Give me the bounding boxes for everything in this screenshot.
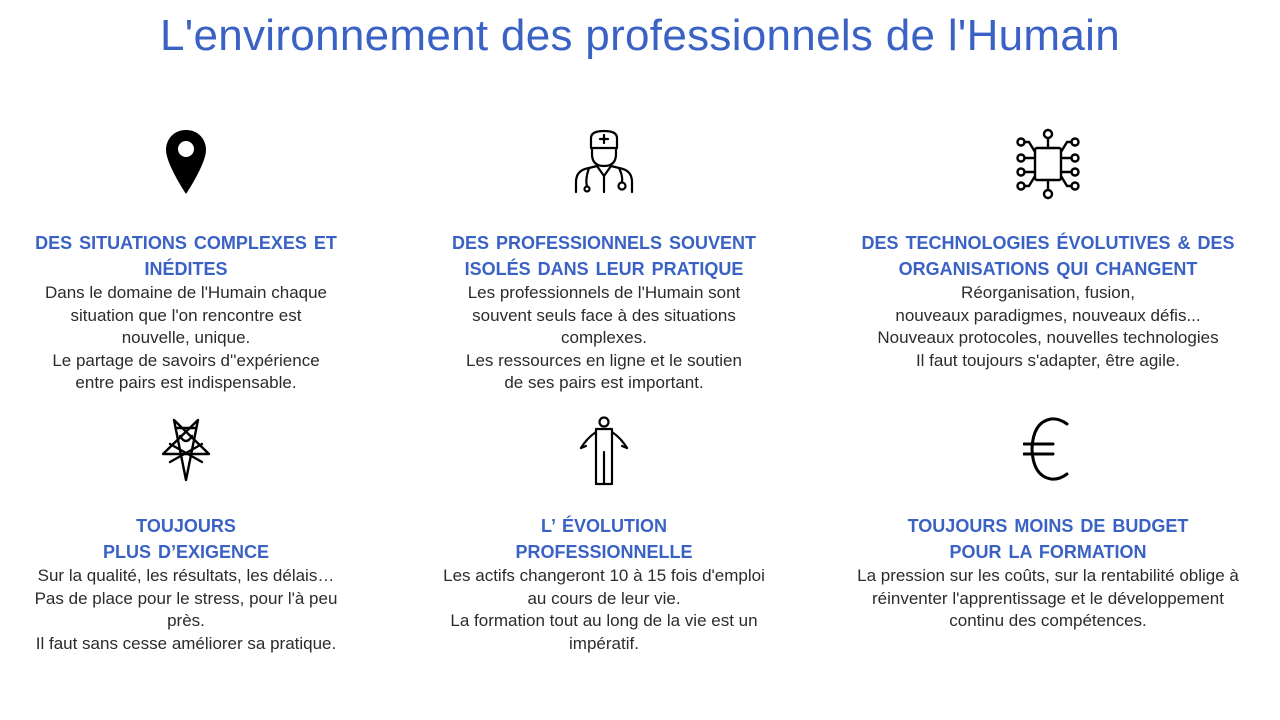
- card-heading: DES SITUATIONS COMPLEXES ET INÉDITES: [35, 233, 337, 279]
- card-heading: DES PROFESSIONNELS SOUVENT ISOLÉS DANS LEUR PRATIQUE: [451, 233, 757, 279]
- card-line: impératif.: [569, 633, 639, 653]
- card-line: Il faut sans cesse améliorer sa pratique.: [35, 633, 337, 653]
- card-line: Les actifs changeront 10 à 15 fois d'emploi: [443, 566, 765, 585]
- card-line: nouveaux paradigmes, nouveaux défis...: [895, 305, 1201, 325]
- card-description: [10, 565, 362, 655]
- card-line: situation que l'on rencontre est: [70, 305, 302, 325]
- card-line: nouvelle, unique.: [121, 328, 251, 347]
- card-description: [10, 282, 362, 395]
- card-line: Dans le domaine de l'Humain chaque: [44, 283, 328, 302]
- card-line: Pas de place pour le stress, pour l'à peu: [34, 588, 338, 608]
- card-training-budget: [828, 410, 1268, 660]
- euro-icon: [1023, 416, 1073, 482]
- page-title: L'environnement des professionnels de l'Humain: [159, 11, 1121, 60]
- card-isolated-professionals: [428, 120, 780, 400]
- card-line: La formation tout au long de la vie est un: [450, 611, 758, 630]
- pressure-star-icon: [160, 416, 212, 482]
- card-line: entre pairs est indispensable.: [75, 373, 297, 392]
- card-line: Le partage de savoirs d''expérience: [52, 350, 320, 370]
- card-heading: TOUJOURS PLUS D’EXIGENCE: [102, 516, 270, 562]
- card-description: [408, 565, 800, 655]
- card-line: de ses pairs est important.: [504, 373, 704, 392]
- circuit-icon: [1015, 128, 1081, 200]
- card-line: complexes.: [561, 328, 647, 347]
- card-line: au cours de leur vie.: [527, 588, 681, 608]
- doctor-icon: [573, 128, 635, 194]
- card-line: La pression sur les coûts, sur la rentabilité oblige à: [857, 566, 1239, 585]
- card-heading: TOUJOURS MOINS DE BUDGET POUR LA FORMATION: [907, 516, 1189, 562]
- card-heading: DES TECHNOLOGIES ÉVOLUTIVES & DES ORGANISATIONS QUI CHANGENT: [861, 233, 1235, 279]
- card-line: Nouveaux protocoles, nouvelles technologies: [877, 328, 1219, 347]
- card-line: souvent seuls face à des situations: [472, 305, 736, 325]
- location-pin-icon: [164, 128, 208, 196]
- card-line: près.: [167, 611, 205, 630]
- card-description: [428, 282, 780, 395]
- card-line: continu des compétences.: [949, 611, 1147, 630]
- card-evolving-technologies: [840, 120, 1256, 400]
- card-line: Il faut toujours s'adapter, être agile.: [915, 350, 1181, 370]
- card-line: Réorganisation, fusion,: [961, 283, 1135, 302]
- card-demands: [10, 410, 362, 660]
- card-line: Les ressources en ligne et le soutien: [466, 350, 742, 370]
- card-line: réinventer l'apprentissage et le développement: [872, 588, 1224, 608]
- card-description: [828, 565, 1268, 633]
- card-line: Les professionnels de l'Humain sont: [467, 283, 741, 302]
- card-line: Sur la qualité, les résultats, les délais…: [37, 566, 335, 585]
- person-standing-icon: [579, 416, 629, 486]
- card-heading: L’ ÉVOLUTION PROFESSIONNELLE: [515, 516, 693, 562]
- card-complex-situations: [10, 120, 362, 400]
- card-description: [840, 282, 1256, 372]
- card-career-evolution: [408, 410, 800, 660]
